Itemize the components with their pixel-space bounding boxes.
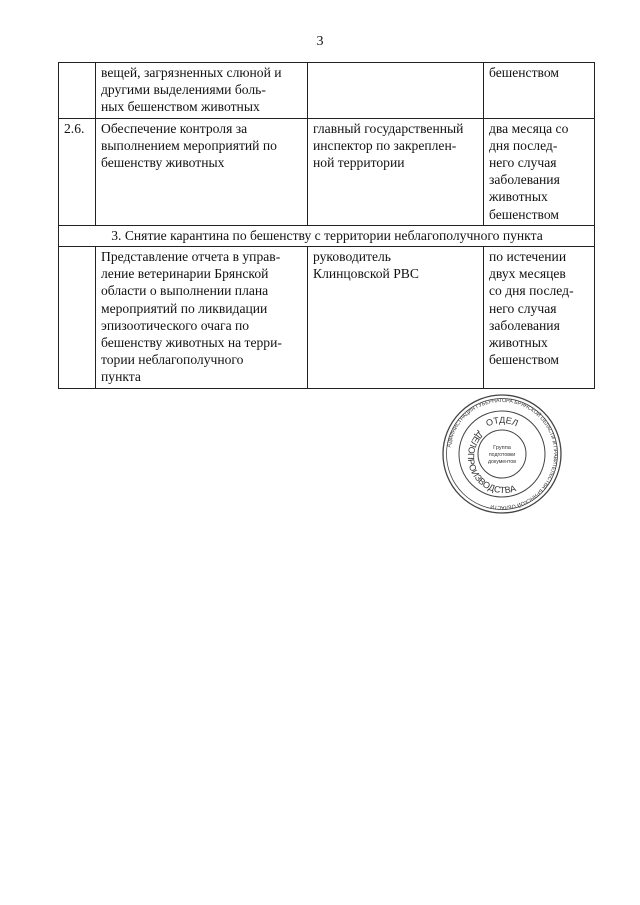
- row-number-cell: [59, 63, 96, 119]
- stamp-center-line1: Группа: [493, 445, 511, 451]
- department-stamp: [441, 393, 563, 515]
- page-number: 3: [316, 34, 324, 49]
- stamp-inner-arc-text: ДЕЛОПРОИЗВОДСТВА: [465, 429, 518, 496]
- measures-table: [58, 62, 595, 389]
- term-cell: бешенством: [484, 63, 595, 119]
- stamp-center-line2: подготовки: [488, 452, 516, 458]
- responsible-cell: [308, 63, 484, 119]
- row-number-cell: 2.6.: [59, 118, 96, 225]
- section-header-row: [59, 225, 595, 246]
- measure-text-cell: Представление отчета в управ- ление ветеринарии Брянской области о выполнении плана мероприятий по ликвидации эпизоотического очага по бешенству животных на терри- тории неблагополучного пункта: [96, 247, 308, 389]
- measure-text-cell: вещей, загрязненных слюной и другими выделениями боль- ных бешенством животных: [96, 63, 308, 119]
- responsible-cell: руководитель Клинцовской РВС: [308, 247, 484, 389]
- table-row: [59, 118, 595, 225]
- section-title: 3. Снятие карантина по бешенству с территории неблагополучного пункта: [59, 225, 595, 246]
- measure-text-cell: Обеспечение контроля за выполнением мероприятий по бешенству животных: [96, 118, 308, 225]
- stamp-ring-text: АДМИНИСТРАЦИЯ ГУБЕРНАТОРА БРЯНСКОЙ ОБЛАСТИ И ПРАВИТЕЛЬСТВА БРЯНСКОЙ ОБЛАСТИ: [446, 397, 559, 511]
- stamp-inner-top-text: ОТДЕЛ: [484, 414, 520, 429]
- stamp-center-line3: документов: [487, 459, 517, 465]
- responsible-cell: главный государственный инспектор по закреплен- ной территории: [308, 118, 484, 225]
- table-row: [59, 63, 595, 119]
- term-cell: два месяца со дня послед- него случая заболевания животных бешенством: [484, 118, 595, 225]
- table-row: [59, 247, 595, 389]
- row-number-cell: [59, 247, 96, 389]
- term-cell: по истечении двух месяцев со дня послед- него случая заболевания животных бешенством: [484, 247, 595, 389]
